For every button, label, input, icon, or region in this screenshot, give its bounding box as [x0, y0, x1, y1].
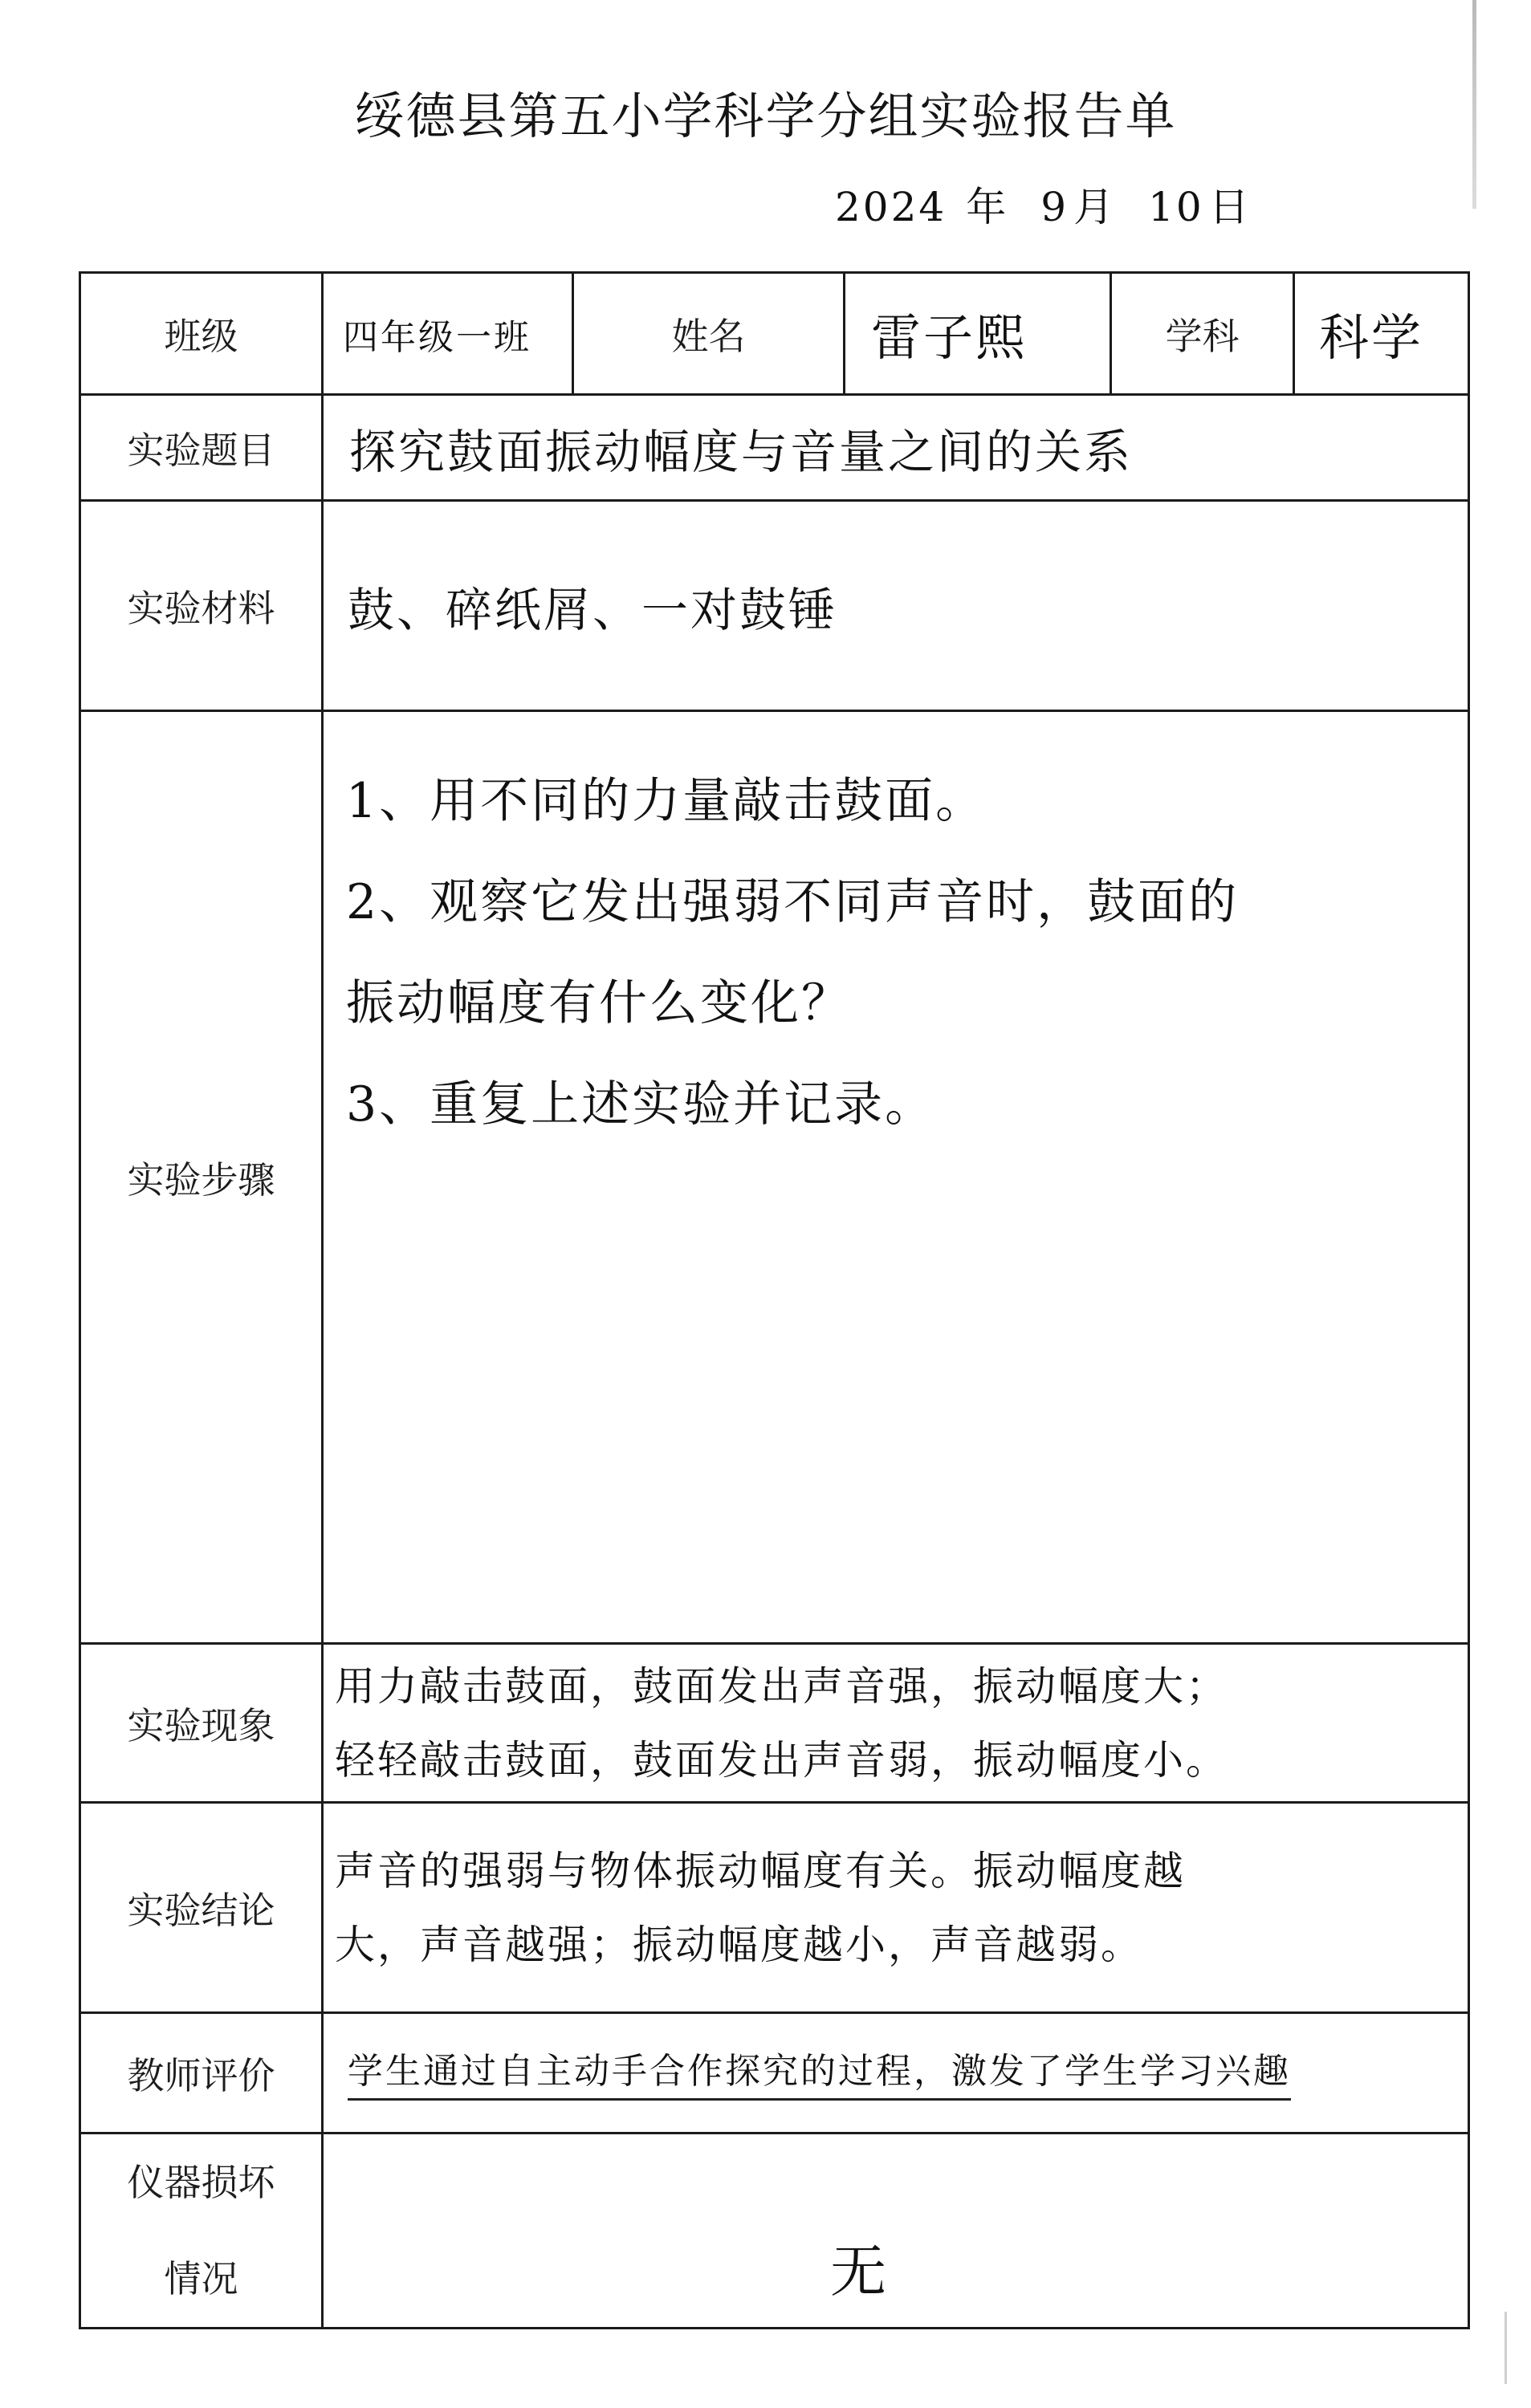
- conclusion-content: [323, 1803, 1469, 2013]
- name-label: 姓名: [573, 273, 845, 395]
- materials-row: [80, 501, 1469, 711]
- step-line: 3、重复上述实验并记录。: [346, 1076, 936, 1133]
- topic-value: 探究鼓面振动幅度与音量之间的关系: [323, 395, 1469, 501]
- date-year-unit: 年: [966, 184, 1009, 230]
- steps-row: [80, 711, 1469, 1644]
- steps-label: 实验步骤: [80, 711, 323, 1644]
- conclusion-line: 声音的强弱与物体振动幅度有关。振动幅度越: [335, 1847, 1186, 1894]
- damage-value: 无: [830, 2239, 889, 2304]
- class-label: 班级: [80, 273, 323, 395]
- damage-cell: [323, 2133, 1469, 2329]
- conclusion-row: [80, 1803, 1469, 2013]
- damage-label: [80, 2133, 323, 2329]
- damage-label-line2: 情况: [164, 2257, 238, 2300]
- phenomena-line: 轻轻敲击鼓面，鼓面发出声音弱，振动幅度小。: [335, 1736, 1228, 1784]
- step-line: 2、观察它发出强弱不同声音时，鼓面的: [346, 874, 1240, 930]
- page-title: 绥德县第五小学科学分组实验报告单: [354, 87, 1177, 145]
- step-line: 振动幅度有什么变化？: [346, 975, 852, 1031]
- topic-label: 实验题目: [80, 395, 323, 501]
- teacher-comment-label: 教师评价: [80, 2013, 323, 2133]
- date-month-unit: 月: [1073, 184, 1117, 230]
- date-year: 2024: [835, 184, 947, 230]
- phenomena-row: [80, 1644, 1469, 1803]
- name-value: 雷子熙: [845, 273, 1111, 395]
- damage-label-line1: 仪器损坏: [127, 2161, 275, 2204]
- phenomena-label: 实验现象: [80, 1644, 323, 1803]
- teacher-comment-cell: [323, 2013, 1469, 2133]
- steps-content: [323, 711, 1469, 1644]
- damage-row: [80, 2133, 1469, 2329]
- topic-row: [80, 395, 1469, 501]
- date-day: 10: [1148, 184, 1204, 230]
- step-line: 1、用不同的力量敲击鼓面。: [346, 773, 987, 829]
- conclusion-line: 大，声音越强；振动幅度越小，声音越弱。: [335, 1921, 1143, 1968]
- teacher-comment-value: 学生通过自主动手合作探究的过程，激发了学生学习兴趣: [348, 2042, 1291, 2101]
- date-month: 9: [1040, 184, 1069, 230]
- report-table: [79, 271, 1470, 2329]
- materials-label: 实验材料: [80, 501, 323, 711]
- subject-value: 科学: [1294, 273, 1469, 395]
- date-day-unit: 日: [1208, 184, 1252, 230]
- class-value: 四年级一班: [323, 273, 573, 395]
- teacher-comment-row: [80, 2013, 1469, 2133]
- info-row: [80, 273, 1469, 395]
- materials-value: 鼓、碎纸屑、一对鼓锤: [323, 501, 1469, 711]
- subject-label: 学科: [1111, 273, 1294, 395]
- conclusion-label: 实验结论: [80, 1803, 323, 2013]
- phenomena-line: 用力敲击鼓面，鼓面发出声音强，振动幅度大；: [335, 1662, 1228, 1710]
- scan-edge-line: [1505, 2312, 1507, 2384]
- phenomena-content: [323, 1644, 1469, 1803]
- report-date: [835, 175, 1284, 233]
